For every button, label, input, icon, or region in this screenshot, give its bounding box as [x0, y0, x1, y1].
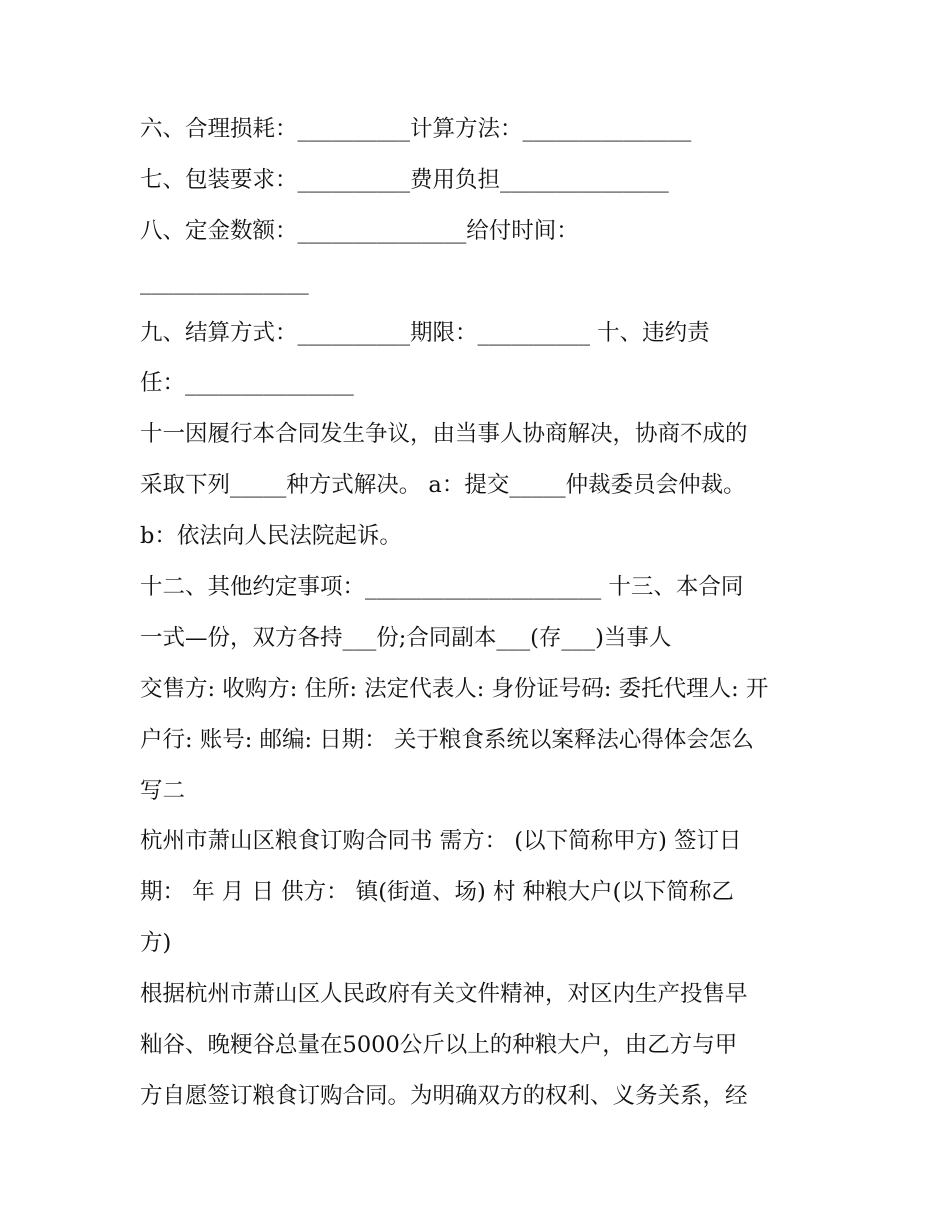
text-line-parties: 交售方: 收购方: 住所: 法定代表人: 身份证号码: 委托代理人: 开 [140, 675, 769, 702]
text-line-contract-date: 期： 年 月 日 供方： 镇(街道、场) 村 种粮大户(以下简称乙 [140, 879, 734, 906]
text-line-item8-deposit: 八、定金数额：_______________给付时间： [140, 217, 579, 244]
document-body [140, 104, 820, 1122]
text-line-item9-settlement: 九、结算方式：__________期限：__________ 十、违约责 [140, 319, 710, 346]
text-line-item11-dispute: 十一因履行本合同发生争议，由当事人协商解决，协商不成的 [140, 421, 748, 448]
text-line-item12-other: 十二、其他约定事项：_____________________ 十三、本合同 [140, 574, 744, 601]
text-line-item13-copies: 一式—份，双方各持___份;合同副本___(存___)当事人 [140, 624, 672, 651]
text-line-item8-blank: _______________ [140, 268, 309, 295]
text-line-item6-loss: 六、合理损耗：__________计算方法：_______________ [140, 116, 692, 142]
text-line-paragraph-1: 根据杭州市萧山区人民政府有关文件精神，对区内生产投售早 [140, 981, 748, 1008]
text-line-item7-packaging: 七、包装要求：__________费用负担_______________ [140, 166, 669, 193]
text-line-item10-liability: 任：_______________ [140, 370, 354, 397]
text-line-section-two: 写二 [140, 777, 186, 804]
text-line-item11-arbitration: 采取下列_____种方式解决。 a：提交_____仲裁委员会仲裁。 [140, 472, 746, 499]
text-line-paragraph-3: 方自愿签订粮食订购合同。为明确双方的权利、义务关系，经 [140, 1082, 748, 1109]
text-line-item11-court: b：依法向人民法院起诉。 [140, 523, 402, 550]
text-line-paragraph-2: 籼谷、晚粳谷总量在5000公斤以上的种粮大户，由乙方与甲 [140, 1032, 738, 1059]
text-line-parties-cont: 户行: 账号: 邮编: 日期： 关于粮食系统以案释法心得体会怎么 [140, 726, 754, 753]
text-line-contract-title: 杭州市萧山区粮食订购合同书 需方： (以下简称甲方) 签订日 [140, 828, 742, 855]
text-line-contract-party-b: 方) [140, 930, 172, 957]
